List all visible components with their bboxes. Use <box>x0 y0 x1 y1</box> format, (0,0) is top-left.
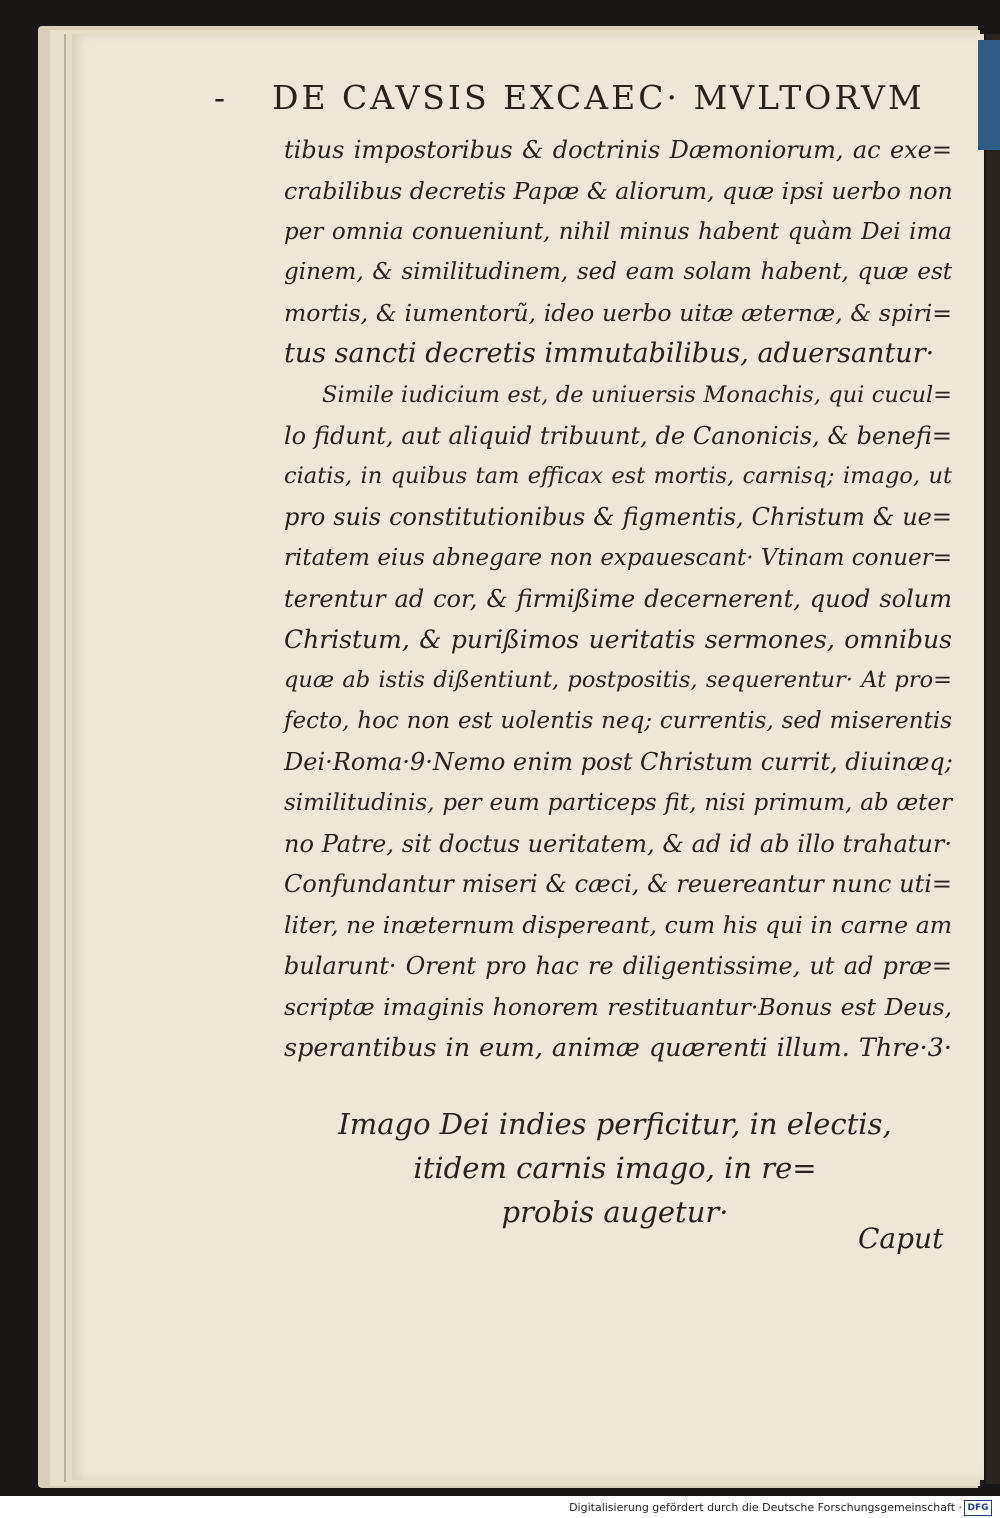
body-line: per omnia conueniunt, nihil minus habent quàm Dei ima <box>284 218 952 245</box>
body-line: quæ ab istis dißentiunt, postpositis, sequerentur· At pro= <box>284 667 952 694</box>
body-line: bularunt· Orent pro hac re diligentissime, ut ad præ= <box>284 951 952 980</box>
body-line: tibus impostoribus & doctrinis Dæmoniorum, ac exe= <box>284 136 952 164</box>
body-line: terentur ad cor, & firmißime decernerent, quod solum <box>284 584 952 613</box>
body-line: Dei·Roma·9·Nemo enim post Christum currit, diuinæq; <box>284 747 953 776</box>
binding-strip <box>986 34 1000 1484</box>
body-line: Simile iudicium est, de uniuersis Monachis, qui cucul= <box>322 381 952 408</box>
page-edge-line <box>64 34 66 1482</box>
body-line: fecto, hoc non est uolentis neq; currentis, sed miserentis <box>284 708 952 735</box>
body-text <box>284 130 952 1068</box>
funding-credit: Digitalisierung gefördert durch die Deutsche Forschungsgemeinschaft · <box>569 1501 962 1514</box>
body-line: Christum, & purißimos ueritatis sermones, omnibus <box>284 624 952 654</box>
body-line: ginem, & similitudinem, sed eam solam habent, quæ est <box>284 259 952 286</box>
body-line: crabilibus decretis Papæ & aliorum, quæ ipsi uerbo non <box>284 176 953 205</box>
body-line: ritatem eius abnegare non expauescant· Vtinam conuer= <box>284 544 952 571</box>
body-line: Confundantur miseri & cæci, & reuereantur nunc uti= <box>284 870 952 899</box>
dfg-logo-icon: DFG <box>964 1500 992 1516</box>
body-line: sperantibus in eum, animæ quærenti illum. Thre·3· <box>284 1032 952 1063</box>
body-line: similitudinis, per eum particeps fit, nisi primum, ab æter <box>284 789 952 816</box>
binding-marker-tab <box>978 40 1000 150</box>
body-line: scriptæ imaginis honorem restituantur·Bonus est Deus, <box>284 992 952 1021</box>
body-line: mortis, & iumentorũ, ideo uerbo uitæ æternæ, & spiri= <box>284 299 952 328</box>
heading-line: probis augetur· <box>501 1195 729 1229</box>
body-line: ciatis, in quibus tam efficax est mortis, carnisq; imago, ut <box>284 463 952 490</box>
running-head-text: DE CAVSIS EXCAEC· MVLTORVM <box>272 78 925 117</box>
body-line: no Patre, sit doctus ueritatem, & ad id ab illo trahatur· <box>284 829 952 858</box>
catchword: Caput <box>858 1222 944 1255</box>
heading-line: itidem carnis imago, in re= <box>413 1151 817 1185</box>
body-line: pro suis constitutionibus & figmentis, Christum & ue= <box>284 503 952 532</box>
body-line: lo fidunt, aut aliquid tribuunt, de Canonicis, & benefi= <box>284 421 952 450</box>
body-line: liter, ne inæternum dispereant, cum his qui in carne am <box>284 911 952 940</box>
running-head <box>214 78 944 122</box>
running-head-dash: - <box>214 78 229 117</box>
body-line: tus sancti decretis immutabilibus, aduersantur· <box>284 337 935 369</box>
heading-line: Imago Dei indies perficitur, in electis, <box>338 1107 892 1141</box>
section-heading <box>300 1102 930 1234</box>
